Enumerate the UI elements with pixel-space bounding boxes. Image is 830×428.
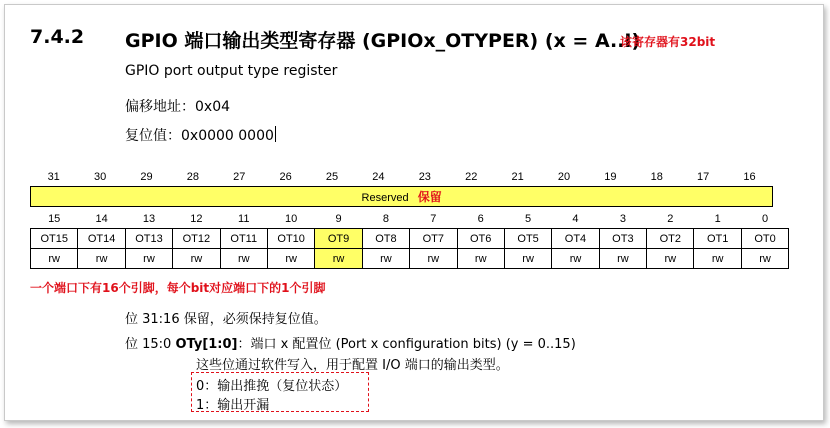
bit-number: 16 <box>743 171 756 183</box>
pin-mapping-note: 一个端口下有16个引脚，每个bit对应端口下的1个引脚 <box>30 281 326 295</box>
bit-number: 19 <box>604 171 617 183</box>
access-cell: rw <box>267 249 314 269</box>
field-row <box>31 229 789 249</box>
reset-value: 复位值：0x0000 0000 <box>125 128 274 144</box>
bits-15-0-field: OTy[1:0] <box>175 337 238 352</box>
bit-number: 23 <box>418 171 431 183</box>
access-cell: rw <box>410 249 457 269</box>
access-cell: rw <box>457 249 504 269</box>
bit-number: 14 <box>95 213 108 225</box>
reset-value-line <box>125 125 276 145</box>
bit-number: 1 <box>714 213 721 225</box>
bit-number: 12 <box>190 213 203 225</box>
bit-number: 9 <box>335 213 342 225</box>
field-cell: OT7 <box>410 229 457 249</box>
bit-number: 10 <box>285 213 298 225</box>
bit-number: 22 <box>465 171 478 183</box>
access-cell: rw <box>31 249 78 269</box>
bit-number: 20 <box>557 171 571 183</box>
offset-address: 偏移地址：0x04 <box>125 99 231 115</box>
bit-number: 3 <box>619 213 626 225</box>
bit-number: 4 <box>572 213 579 225</box>
bits-31-16-description <box>125 308 327 327</box>
reserved-row <box>31 187 773 207</box>
bit-number: 21 <box>511 171 524 183</box>
access-cell: rw <box>315 249 362 269</box>
field-cell: OT5 <box>504 229 551 249</box>
section-title: GPIO 端口输出类型寄存器 (GPIOx_OTYPER) (x = A..I) <box>125 30 641 52</box>
bit-number: 27 <box>233 171 246 183</box>
access-cell: rw <box>173 249 220 269</box>
access-cell: rw <box>504 249 551 269</box>
bit-number: 25 <box>325 171 339 183</box>
field-cell: OT0 <box>741 229 788 249</box>
bit-number: 24 <box>372 171 385 183</box>
section-number: 7.4.2 <box>30 26 85 48</box>
register-size-note: 该寄存器有32bit <box>620 35 716 49</box>
field-cell: OT14 <box>78 229 125 249</box>
bit-number: 2 <box>667 213 674 225</box>
bit-number: 26 <box>279 171 292 183</box>
bit-number: 6 <box>477 213 484 225</box>
access-cell: rw <box>125 249 172 269</box>
access-cell: rw <box>694 249 741 269</box>
bits-detail: 这些位通过软件写入，用于配置 I/O 端口的输出类型。 <box>196 358 509 373</box>
bits-15-0-text: ：端口 x 配置位 (Port x configuration bits) (y = 0..15) <box>237 337 576 352</box>
field-cell: OT3 <box>599 229 646 249</box>
field-cell: OT15 <box>31 229 78 249</box>
bit-number: 31 <box>47 171 60 183</box>
field-cell: OT10 <box>267 229 314 249</box>
bit-number: 28 <box>186 171 199 183</box>
bit-number: 11 <box>238 213 250 225</box>
access-cell: rw <box>741 249 788 269</box>
field-cell: OT8 <box>362 229 409 249</box>
option-1: 1：输出开漏 <box>196 398 270 413</box>
bit-number: 15 <box>48 213 61 225</box>
field-cell: OT12 <box>173 229 220 249</box>
access-cell: rw <box>220 249 267 269</box>
field-cell: OT4 <box>552 229 599 249</box>
reserved-cell <box>31 187 773 207</box>
access-cell: rw <box>647 249 694 269</box>
register-lower-table <box>30 210 789 269</box>
upper-bit-numbers <box>31 168 773 187</box>
bit-number: 7 <box>430 213 437 225</box>
bit-number: 8 <box>382 213 389 225</box>
field-cell: OT2 <box>647 229 694 249</box>
access-row <box>31 249 789 269</box>
bits-31-16-text: 保留，必须保持复位值。 <box>183 312 327 327</box>
option-0: 0：输出推挽（复位状态） <box>196 379 348 394</box>
field-cell: OT1 <box>694 229 741 249</box>
text-cursor <box>275 126 276 142</box>
bit-number: 0 <box>761 213 769 225</box>
bit-number: 17 <box>697 171 710 183</box>
reserved-note: 保留 <box>417 190 442 204</box>
bits-15-0-description <box>125 333 576 352</box>
access-cell: rw <box>362 249 409 269</box>
field-cell: OT13 <box>125 229 172 249</box>
bit-number: 18 <box>650 171 663 183</box>
lower-bit-numbers <box>31 210 789 229</box>
register-upper-table <box>30 168 773 207</box>
bit-number: 29 <box>140 171 153 183</box>
field-cell: OT9 <box>315 229 362 249</box>
access-cell: rw <box>599 249 646 269</box>
field-cell: OT11 <box>220 229 267 249</box>
bit-number: 30 <box>93 171 107 183</box>
reserved-label: Reserved <box>361 192 409 204</box>
access-cell: rw <box>78 249 125 269</box>
bit-number: 13 <box>142 213 156 225</box>
bits-15-0-label: 位 15:0 <box>125 337 172 352</box>
bit-number: 5 <box>525 213 532 225</box>
access-cell: rw <box>552 249 599 269</box>
register-subtitle: GPIO port output type register <box>125 63 338 79</box>
bits-31-16-label: 位 31:16 <box>125 312 180 327</box>
field-cell: OT6 <box>457 229 504 249</box>
